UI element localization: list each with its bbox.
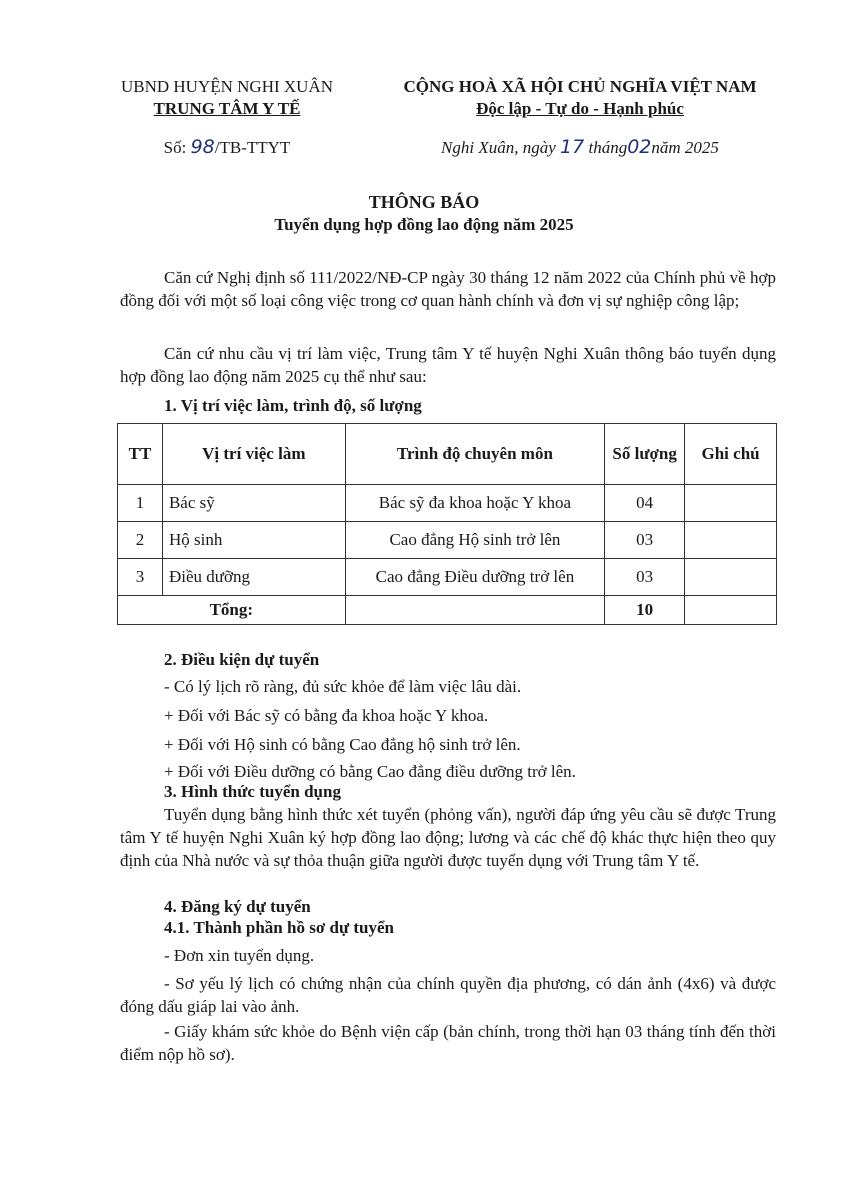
- dossier-item: - Đơn xin tuyển dụng.: [164, 946, 315, 965]
- condition-line: + Đối với Hộ sinh có bằng Cao đẳng hộ sinh trở lên.: [164, 735, 521, 754]
- country-name: CỘNG HOÀ XÃ HỘI CHỦ NGHĨA VIỆT NAM: [403, 77, 757, 96]
- table-row: [118, 522, 777, 559]
- cell-quantity: 03: [605, 559, 685, 596]
- cell-qualification: Cao đẳng Điều dưỡng trở lên: [345, 559, 605, 596]
- total-empty-cell: [345, 596, 605, 625]
- cell-tt: 2: [118, 522, 163, 559]
- table-row: [118, 559, 777, 596]
- col-header-quantity: Số lượng: [605, 424, 685, 485]
- doc-no-handwritten: 98: [190, 136, 215, 158]
- date-place: Nghi Xuân, ngày: [441, 138, 556, 157]
- document-title: THÔNG BÁO: [368, 192, 480, 212]
- section-4-heading: 4. Đăng ký dự tuyển: [164, 897, 311, 916]
- section-1-heading: 1. Vị trí việc làm, trình độ, số lượng: [164, 396, 422, 415]
- table-row: [118, 485, 777, 522]
- dossier-item: - Giấy khám sức khỏe do Bệnh viện cấp (bản chính, trong thời hạn 03 tháng tính đến thời điểm nộp hồ sơ).: [120, 1022, 776, 1064]
- cell-position: Hộ sinh: [162, 522, 345, 559]
- cell-note: [685, 522, 777, 559]
- table-total-row: [118, 596, 777, 625]
- motto: Độc lập - Tự do - Hạnh phúc: [476, 99, 684, 118]
- date-day: 17: [560, 136, 585, 158]
- total-note-cell: [685, 596, 777, 625]
- jobs-table: [117, 423, 777, 625]
- intro-paragraph-1: Căn cứ Nghị định số 111/2022/NĐ-CP ngày 30 tháng 12 năm 2022 của Chính phủ về hợp đồng đối với một số loại công việc trong cơ quan hành chính và đơn vị sự nghiệp công lập;: [120, 268, 776, 310]
- date-month: 02: [627, 136, 652, 158]
- section-3-heading: 3. Hình thức tuyển dụng: [164, 782, 341, 801]
- document-number: [112, 136, 342, 158]
- cell-tt: 3: [118, 559, 163, 596]
- issuer-block: [112, 76, 342, 120]
- total-label: Tổng:: [118, 596, 346, 625]
- section-4-1-heading: 4.1. Thành phần hồ sơ dự tuyển: [164, 918, 395, 937]
- cell-quantity: 03: [605, 522, 685, 559]
- condition-line: - Có lý lịch rõ ràng, đủ sức khỏe để làm việc lâu dài.: [164, 677, 522, 696]
- document-subtitle-text: Tuyển dụng hợp đồng lao động năm 2025: [274, 215, 574, 234]
- col-header-qualification: Trình độ chuyên môn: [345, 424, 605, 485]
- date-year: năm 2025: [651, 138, 719, 157]
- doc-no-suffix: /TB-TTYT: [214, 138, 291, 157]
- cell-quantity: 04: [605, 485, 685, 522]
- document-subtitle: [0, 215, 848, 235]
- col-header-position: Vị trí việc làm: [162, 424, 345, 485]
- doc-no-prefix: Số:: [163, 138, 187, 157]
- intro-paragraph-2: Căn cứ nhu cầu vị trí làm việc, Trung tâm Y tế huyện Nghi Xuân thông báo tuyển dụng hợp đồng lao động năm 2025 cụ thể như sau:: [120, 344, 776, 386]
- national-header: [380, 76, 780, 120]
- cell-position: Bác sỹ: [162, 485, 345, 522]
- col-header-tt: TT: [118, 424, 163, 485]
- total-value: 10: [605, 596, 685, 625]
- dossier-item: - Sơ yếu lý lịch có chứng nhận của chính quyền địa phương, có dán ảnh (4x6) và được đóng dấu giáp lai vào ảnh.: [120, 974, 776, 1016]
- date-month-label: tháng: [588, 138, 628, 157]
- section-2-heading: 2. Điều kiện dự tuyển: [164, 650, 320, 669]
- condition-line: + Đối với Bác sỹ có bằng đa khoa hoặc Y khoa.: [164, 706, 489, 725]
- cell-tt: 1: [118, 485, 163, 522]
- cell-note: [685, 559, 777, 596]
- condition-line: + Đối với Điều dưỡng có bằng Cao đẳng điều dưỡng trở lên.: [164, 762, 576, 781]
- cell-note: [685, 485, 777, 522]
- section-3-text: Tuyển dụng bằng hình thức xét tuyển (phỏng vấn), người đáp ứng yêu cầu sẽ được Trung tâm Y tế huyện Nghi Xuân ký hợp đồng lao động; lương và các chế độ khác thực hiện theo quy định của Nhà nước và sự thỏa thuận giữa người được tuyển dụng với Trung tâm Y tế.: [120, 805, 776, 870]
- org-parent: UBND HUYỆN NGHI XUÂN: [120, 77, 333, 96]
- table-header-row: [118, 424, 777, 485]
- org-name: TRUNG TÂM Y TẾ: [153, 99, 301, 118]
- place-date: [380, 136, 780, 158]
- cell-qualification: Bác sỹ đa khoa hoặc Y khoa: [345, 485, 605, 522]
- col-header-note: Ghi chú: [685, 424, 777, 485]
- cell-qualification: Cao đẳng Hộ sinh trở lên: [345, 522, 605, 559]
- cell-position: Điều dưỡng: [162, 559, 345, 596]
